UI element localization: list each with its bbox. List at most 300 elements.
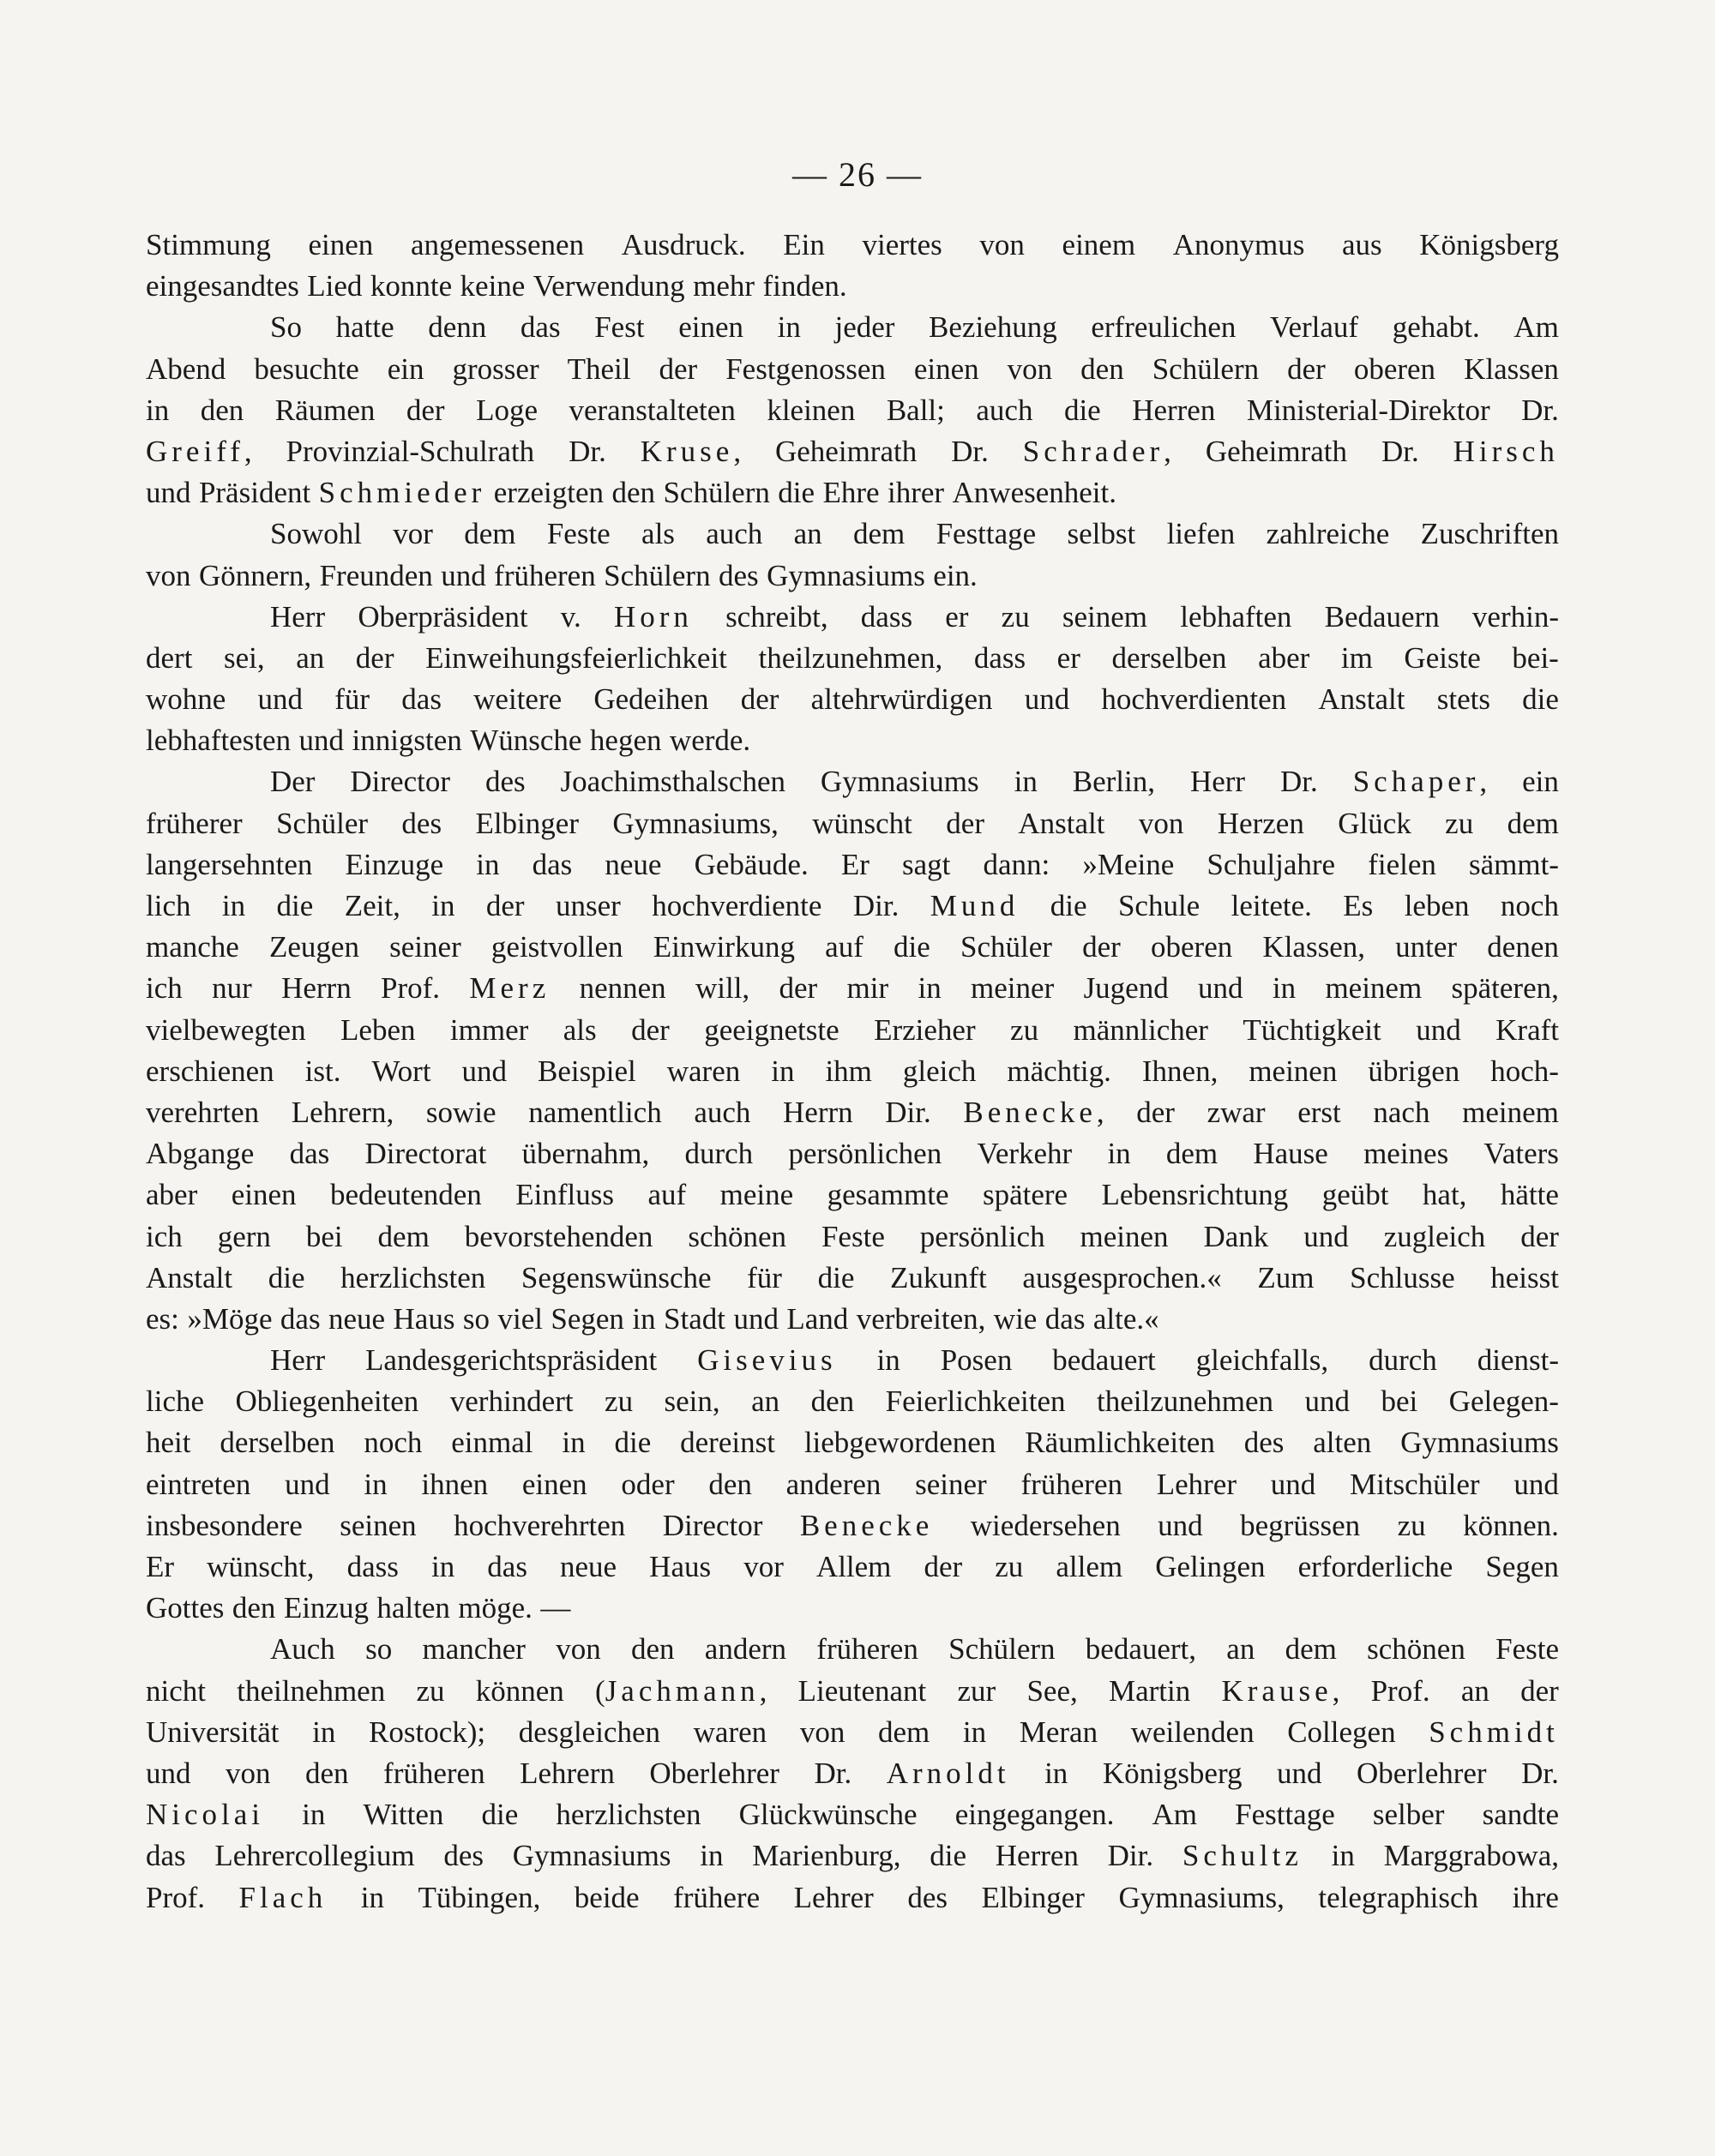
word-segment: zahlreiche [1266, 517, 1390, 551]
word [708, 1464, 752, 1505]
word-segment: den [200, 393, 244, 427]
word-segment: den [611, 476, 655, 510]
word [1082, 844, 1174, 886]
word-segment: der [1082, 930, 1121, 964]
word [1369, 1340, 1437, 1381]
word [451, 1422, 533, 1463]
word [1332, 1835, 1355, 1877]
word-segment: schönen [688, 1219, 787, 1253]
text-line [146, 803, 1559, 844]
word [743, 1546, 784, 1588]
word [693, 266, 755, 307]
word [320, 556, 433, 597]
word-segment: allem [1056, 1550, 1123, 1583]
word [1052, 1340, 1155, 1381]
word-segment: dann: [983, 847, 1050, 881]
word [751, 1381, 779, 1422]
word-segment: — [540, 1591, 571, 1625]
word [963, 1712, 986, 1753]
word [389, 927, 461, 968]
word-segment: früheren [383, 1756, 485, 1790]
word [1182, 1835, 1303, 1877]
word [1303, 1216, 1349, 1258]
word [914, 349, 979, 390]
word-segment: Dr. [569, 434, 606, 468]
word-segment: theilnehmen [237, 1673, 386, 1708]
word-segment: theilzunehmen [1097, 1384, 1274, 1419]
word-segment: Directorat [364, 1137, 487, 1171]
word [684, 1133, 753, 1174]
word [1101, 679, 1286, 720]
word-segment: Dir. [1107, 1839, 1154, 1873]
word-segment: Dir. [885, 1095, 931, 1129]
word [1064, 390, 1101, 431]
word-segment: dem [852, 517, 906, 551]
word [146, 472, 191, 513]
word-segment: in [1331, 1839, 1355, 1873]
word [695, 968, 749, 1009]
word [612, 803, 778, 844]
word-segment: geübt [1321, 1178, 1389, 1212]
word-segment: Prof. [381, 971, 441, 1006]
word [345, 886, 400, 927]
word [1020, 1464, 1122, 1505]
word-segment: eingesandtes [146, 269, 299, 303]
word [1322, 1174, 1389, 1216]
word-segment: Schüler [276, 806, 369, 840]
word-segment: Einweihungsfeierlichkeit [425, 640, 727, 675]
word-segment: eintreten [146, 1467, 251, 1501]
word [1152, 349, 1259, 390]
word [1235, 1794, 1335, 1835]
word [146, 1794, 264, 1835]
word [719, 556, 759, 597]
word [1158, 1505, 1203, 1546]
word [364, 1464, 387, 1505]
word-segment: Lieutenant [797, 1673, 927, 1708]
word [431, 886, 454, 927]
word [1062, 225, 1136, 266]
word [1287, 1712, 1395, 1753]
word-segment: frühere [673, 1880, 761, 1914]
word-segment: und [1277, 1756, 1322, 1790]
word-segment: Einzug [283, 1591, 369, 1625]
word [631, 1629, 675, 1670]
word-segment: selbst [1067, 517, 1136, 551]
word-segment: Collegen [1287, 1715, 1396, 1749]
word-segment: weitere [473, 682, 563, 717]
word [663, 472, 769, 513]
word [946, 803, 984, 844]
word-segment: früherer [146, 806, 243, 840]
word-segment: selber [1372, 1798, 1445, 1832]
word [974, 638, 1026, 679]
word-segment: unser [555, 889, 621, 922]
word-segment: und [1513, 1467, 1559, 1501]
word [694, 1092, 750, 1133]
word [146, 803, 243, 844]
word [1082, 927, 1121, 968]
word-segment: Provinzial-Schulrath [286, 434, 535, 468]
word [1483, 1794, 1559, 1835]
word-segment: manche [146, 930, 239, 964]
word-segment: Feierlichkeiten [885, 1384, 1066, 1419]
word [1018, 803, 1104, 844]
word-segment: auch [976, 393, 1033, 427]
word [364, 1422, 422, 1463]
word [146, 390, 169, 431]
word [270, 761, 315, 802]
word [547, 513, 611, 555]
word-segment: die [268, 1260, 305, 1294]
word [821, 761, 979, 802]
word-segment: Zukunft [890, 1260, 987, 1294]
word [1363, 1133, 1448, 1174]
word [694, 1712, 767, 1753]
word-segment: beide [574, 1880, 640, 1914]
word [706, 513, 762, 555]
word-segment: Dank [1203, 1219, 1269, 1253]
word [515, 1174, 614, 1216]
word [146, 968, 183, 1009]
word [561, 761, 785, 802]
word [199, 556, 311, 597]
word [1152, 1794, 1197, 1835]
word [312, 1712, 335, 1753]
word [1107, 1133, 1130, 1174]
word [1045, 1299, 1086, 1340]
word [214, 1835, 414, 1877]
word-segment: der [924, 1550, 963, 1583]
word [146, 225, 271, 266]
word [1483, 1133, 1558, 1174]
word-segment: seinem [1062, 599, 1148, 634]
word-segment: Einzuge [345, 847, 444, 881]
word-segment: neue [560, 1550, 617, 1583]
word-segment: Witten [363, 1798, 444, 1832]
word-segment: Bedauern [1324, 599, 1440, 634]
word-segment: Klassen, [1262, 930, 1365, 964]
word [1056, 1546, 1122, 1588]
word-segment: leitete. [1231, 889, 1312, 922]
word-segment: der [406, 393, 445, 427]
word [1373, 1794, 1445, 1835]
word [1343, 886, 1373, 927]
word-segment: Haus [649, 1550, 712, 1583]
word [821, 1216, 885, 1258]
word [951, 431, 989, 472]
word [1073, 761, 1155, 802]
word [752, 1835, 900, 1877]
word [1002, 597, 1030, 638]
text-line [146, 1381, 1559, 1422]
word [475, 803, 579, 844]
word-segment: Elbinger [981, 1880, 1085, 1914]
word-segment: immer [449, 1012, 529, 1047]
word-segment: der [1136, 1095, 1175, 1129]
word-segment: Feste [1495, 1632, 1559, 1667]
word [1318, 1877, 1478, 1919]
word-segment: Land [786, 1301, 849, 1336]
word-segment: eingegangen. [954, 1798, 1115, 1832]
word [1452, 968, 1559, 1009]
word-segment: des [1243, 1426, 1285, 1460]
word [1405, 886, 1470, 927]
word-segment: Herr [270, 599, 326, 634]
word [1325, 597, 1440, 638]
word-segment: Festtage [1235, 1798, 1335, 1832]
word-segment: Tüchtigkeit [1243, 1012, 1381, 1047]
word [146, 1299, 179, 1340]
word [1353, 761, 1487, 802]
spaced-name: Krause [1221, 1673, 1333, 1708]
word [1198, 968, 1243, 1009]
word [641, 513, 675, 555]
word [556, 1629, 601, 1670]
word-segment: geistvollen [490, 930, 623, 964]
word [146, 1258, 232, 1299]
word [212, 968, 252, 1009]
word-segment: unter [1395, 930, 1458, 964]
word [861, 597, 912, 638]
word [497, 1299, 542, 1340]
word-segment: verhin- [1471, 599, 1559, 634]
word-segment: die [1050, 889, 1087, 922]
word [476, 1671, 564, 1712]
word [739, 1794, 918, 1835]
word-segment: oberen [1151, 930, 1233, 964]
word [621, 1464, 674, 1505]
word-segment: hochverdienten [1101, 682, 1287, 717]
word-segment: und [146, 476, 191, 510]
word-segment: kleinen [767, 393, 856, 427]
word [878, 1712, 930, 1753]
word-segment: weilenden [1130, 1715, 1255, 1749]
word-segment: Abgange [146, 1137, 255, 1171]
word-segment: zu [1445, 806, 1474, 840]
text-line [146, 886, 1559, 927]
word-segment: andern [704, 1632, 787, 1667]
word [874, 1010, 976, 1051]
word-segment: , [759, 1673, 767, 1708]
word-segment: hochverehrten [454, 1508, 626, 1542]
word-segment: und [1303, 1219, 1349, 1253]
word [667, 1051, 741, 1092]
word-segment: dem [1165, 1137, 1219, 1171]
word [697, 1340, 837, 1381]
word [593, 679, 708, 720]
word-segment: Klassen [1464, 351, 1559, 386]
word [1472, 597, 1559, 638]
word-segment: Dr. [1521, 393, 1559, 427]
word [886, 1381, 1066, 1422]
word-segment: namentlich [528, 1095, 662, 1129]
word-segment: Herrn [281, 971, 352, 1006]
word [1118, 1877, 1284, 1919]
word-segment: grosser [452, 351, 539, 386]
word-segment: Hause [1253, 1137, 1328, 1171]
word-segment: von [226, 1756, 271, 1790]
word-segment: Schülern [948, 1632, 1056, 1667]
word [146, 1133, 254, 1174]
word-segment: Lebensrichtung [1101, 1178, 1289, 1212]
word [841, 844, 870, 886]
word-segment: Prof. [1370, 1673, 1430, 1708]
word [1368, 844, 1436, 886]
word-segment: telegraphisch [1318, 1880, 1478, 1914]
word-segment: hat, [1422, 1178, 1467, 1212]
word-segment: in [918, 971, 942, 1006]
word-segment: und [1158, 1508, 1203, 1542]
word-segment: finden. [762, 269, 847, 303]
word-segment: und [733, 1301, 779, 1336]
word-segment: Stadt [664, 1301, 725, 1336]
word-segment: begrüssen [1240, 1508, 1361, 1542]
word-segment: einen [913, 351, 979, 386]
word [425, 638, 727, 679]
word-segment: des [401, 806, 442, 840]
word-segment: meinen [1080, 1219, 1169, 1253]
word [811, 679, 993, 720]
word [270, 1629, 335, 1670]
word [1151, 927, 1232, 968]
word [513, 1835, 671, 1877]
word [1521, 1753, 1559, 1794]
word [340, 1258, 485, 1299]
word [1487, 927, 1559, 968]
word [1180, 597, 1291, 638]
word [494, 556, 596, 597]
word [1244, 1422, 1285, 1463]
word-segment: so [462, 1301, 490, 1336]
word [594, 307, 644, 348]
word [1437, 679, 1490, 720]
word-segment: vor [393, 517, 433, 551]
word-segment: Beispiel [538, 1054, 636, 1088]
word-segment: dem [1285, 1632, 1337, 1667]
word [918, 968, 941, 1009]
text-line [146, 307, 1559, 348]
word-segment: derselben [1111, 640, 1227, 675]
word-segment: zugleich [1383, 1219, 1486, 1253]
word-segment: Oberlehrer [1357, 1756, 1487, 1790]
word-segment: heit [146, 1426, 191, 1460]
word [1354, 349, 1435, 390]
word [1464, 349, 1559, 390]
word [1298, 1546, 1453, 1588]
word [885, 1092, 930, 1133]
word-segment: Lehrern [520, 1756, 615, 1790]
text-line [146, 1505, 1559, 1546]
word [1207, 1092, 1266, 1133]
word [428, 307, 486, 348]
word-segment: Beziehung [929, 310, 1057, 345]
word [1419, 225, 1559, 266]
word-segment: die [930, 1839, 967, 1873]
word [1025, 679, 1070, 720]
word [1287, 349, 1326, 390]
word [941, 1340, 1013, 1381]
word [971, 1505, 1121, 1546]
word-segment: den [630, 1632, 675, 1667]
word [270, 1340, 325, 1381]
word [1381, 1381, 1417, 1422]
word-segment: v. [560, 599, 581, 634]
word-segment: so [365, 1632, 393, 1667]
word [894, 927, 930, 968]
text-line [146, 720, 1559, 761]
word-segment: der [1520, 1673, 1559, 1708]
word-segment: Herr [1189, 765, 1246, 799]
word-segment: ausgesprochen.« [1022, 1260, 1222, 1294]
word [146, 1422, 190, 1463]
word [284, 1588, 369, 1629]
word [146, 1505, 303, 1546]
word-segment: Am [1513, 310, 1559, 345]
word [361, 1877, 384, 1919]
text-line [146, 349, 1559, 390]
word-segment: So [270, 310, 302, 345]
text-line [146, 1835, 1559, 1877]
word-segment: für [334, 682, 370, 717]
word-segment: gleich [902, 1054, 977, 1088]
word [406, 390, 445, 431]
word [538, 1051, 636, 1092]
word-segment: an [1226, 1632, 1255, 1667]
word-segment: meiner [971, 971, 1055, 1006]
word-segment: vielbewegten [146, 1012, 306, 1047]
word [454, 1505, 625, 1546]
word [569, 431, 606, 472]
word-segment: wie [993, 1301, 1038, 1336]
word-segment: der [631, 1012, 670, 1047]
word-segment: Allem [815, 1550, 892, 1583]
word-segment: , [1332, 1673, 1340, 1708]
word [1020, 1712, 1098, 1753]
word-segment: Joachimsthalschen [560, 765, 785, 799]
word-segment: es: [146, 1301, 179, 1336]
word-segment: Geheimrath [775, 434, 918, 468]
word-segment: früheren [816, 1632, 918, 1667]
word-segment: nur [212, 971, 252, 1006]
word [302, 1794, 325, 1835]
word-segment: denn [428, 310, 487, 345]
word [1243, 1010, 1381, 1051]
word-segment: der [1287, 351, 1326, 386]
word [364, 1133, 486, 1174]
word [345, 844, 443, 886]
word [1108, 1835, 1153, 1877]
word-segment: auch [706, 517, 763, 551]
word-segment: veranstalteten [569, 393, 736, 427]
word-segment: Der [270, 765, 316, 799]
word [853, 886, 899, 927]
word-segment: übrigen [1368, 1054, 1460, 1088]
word [220, 1422, 334, 1463]
word [1206, 431, 1347, 472]
word [834, 307, 894, 348]
word-segment: , [244, 434, 252, 468]
word-segment: bei [1381, 1384, 1418, 1419]
word [540, 1588, 570, 1629]
word-segment: Gedeihen [593, 682, 709, 717]
word-segment: Am [1152, 1798, 1197, 1832]
word-segment: theilzunehmen, [758, 640, 943, 675]
word [350, 761, 450, 802]
word-segment: innigsten [352, 724, 462, 758]
word [187, 1299, 272, 1340]
word [1025, 1422, 1215, 1463]
